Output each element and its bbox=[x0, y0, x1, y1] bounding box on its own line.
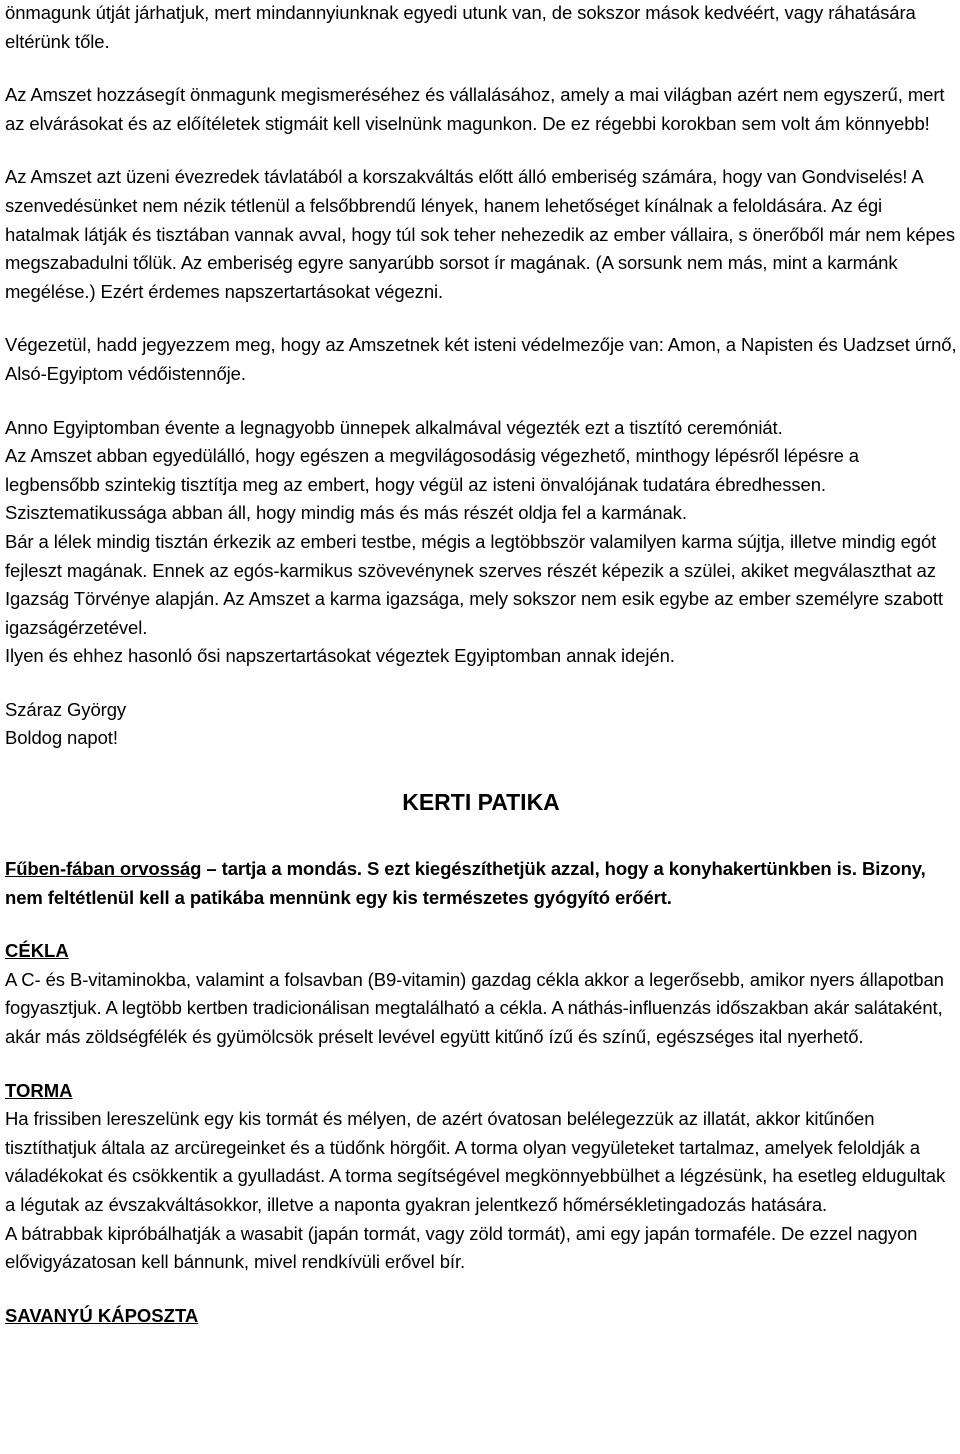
subheading-cekla: CÉKLA bbox=[5, 940, 69, 962]
spacer bbox=[5, 1277, 957, 1302]
spacer bbox=[5, 753, 957, 787]
signature-greeting: Boldog napot! bbox=[5, 727, 118, 749]
subheading-torma: TORMA bbox=[5, 1079, 73, 1101]
paragraph-kerti-intro bbox=[5, 855, 957, 912]
intro-rest: – tartja a mondás. S ezt kiegészíthetjük azzal, hogy a konyhakertünkben is. Bizony, nem feltétlenül kell a patikába mennünk egy kis természetes gyógyító erőért. bbox=[5, 858, 926, 908]
paragraph-wasabi: A bátrabbak kipróbálhatják a wasabit (japán tormát, vagy zöld tormát), ami egy japán tormaféle. De ezzel nagyon elővigyázatosan kell bánnunk, mivel rendkívüli erővel bír. bbox=[5, 1222, 918, 1273]
intro-underlined-phrase: Fűben-fában orvosság bbox=[5, 858, 202, 880]
spacer bbox=[5, 817, 957, 855]
paragraph-torma: Ha frissiben lereszelünk egy kis tormát és mélyen, de azért óvatosan belélegezzük az illatát, akkor kitűnően tisztíthatjuk általa az arcüregeinket és a tüdőnk hörgőit. A torma olyan vegyületeket tartalmaz, amelyek feloldják a váladékokat és csökkentik a gyulladást. A torma segítségével megkönnyebbülhet a légzésünk, ha esetleg eldugultak a légutak az évszakváltásokkor, illetve a naponta gyakran jelentkező hőmérsékletingadozás hatására. bbox=[5, 1108, 946, 1215]
document-page bbox=[5, 0, 957, 1330]
paragraph-intro-continuation: önmagunk útját járhatjuk, mert mindannyiunknak egyedi utunk van, de sokszor mások kedvéért, vagy ráhatására eltérünk tőle. bbox=[5, 2, 916, 52]
paragraph-ancient-rituals: Ilyen és ehhez hasonló ősi napszertartásokat végeztek Egyiptomban annak idején. bbox=[5, 645, 675, 667]
spacer bbox=[5, 389, 957, 414]
section-heading-kerti-patika: KERTI PATIKA bbox=[402, 789, 560, 816]
signature-name: Száraz György bbox=[5, 698, 127, 720]
spacer bbox=[5, 671, 957, 696]
paragraph-amszet-message: Az Amszet azt üzeni évezredek távlatából a korszakváltás előtt álló emberiség számára, hogy van Gondviselés! A szenvedésünket nem nézik tétlenül a felsőbbrendű lények, hanem lehetőséget kínálnak a feloldására. Az égi hatalmak látják és tisztában vannak avval, hogy túl sok teher nehezedik az ember vállaira, s önerőből már nem képes megszabadulni tőlük. Az emberiség egyre sanyarúbb sorsot ír magának. (A sorsunk nem más, mint a karmánk megélése.) Ezért érdemes napszertartásokat végezni. bbox=[5, 166, 955, 302]
spacer bbox=[5, 1052, 957, 1077]
paragraph-amszet-self-knowledge: Az Amszet hozzásegít önmagunk megismeréséhez és vállalásához, amely a mai világban azért nem egyszerű, mert az elvárásokat és az előítéletek stigmáit kell viselnünk magunkon. De ez régebbi korokban sem volt ám könnyebb! bbox=[5, 84, 945, 134]
paragraph-egypt-ceremony: Anno Egyiptomban évente a legnagyobb ünnepek alkalmával végezték ezt a tisztító ceremóniát. bbox=[5, 416, 783, 438]
spacer bbox=[5, 56, 957, 81]
subheading-savanyu-kaposzta: SAVANYÚ KÁPOSZTA bbox=[5, 1304, 199, 1326]
paragraph-protectors: Végezetül, hadd jegyezzem meg, hogy az Amszetnek két isteni védelmezője van: Amon, a Napisten és Uadzset úrnő, Alsó-Egyiptom védőistennője. bbox=[5, 334, 957, 384]
spacer bbox=[5, 306, 957, 331]
paragraph-cekla: A C- és B-vitaminokba, valamint a folsavban (B9-vitamin) gazdag cékla akkor a legerősebb, amikor nyers állapotban fogyasztjuk. A legtöbb kertben tradicionálisan megtalálható a cékla. A náthás-influenzás időszakban akár salátaként, akár más zöldségfélék és gyümölcsök préselt levével együtt kitűnő ízű és színű, egészséges ital nyerhető. bbox=[5, 968, 944, 1048]
paragraph-amszet-unique: Az Amszet abban egyedülálló, hogy egészen a megvilágosodásig végezhető, minthogy lépésről lépésre a legbensőbb szintekig tisztítja meg az embert, hogy végül az isteni önvalójának tudatára ébredhessen. Szisztematikussága abban áll, hogy mindig más és más részét oldja fel a karmának. bbox=[5, 445, 859, 524]
paragraph-soul-karma: Bár a lélek mindig tisztán érkezik az emberi testbe, mégis a legtöbbször valamilyen karma sújtja, illetve mindig egót fejleszt magának. Ennek az egós-karmikus szövevénynek szerves részét képezik a szülei, akiket megválaszthat az Igazság Törvénye alapján. Az Amszet a karma igazsága, mely sokszor nem esik egybe az ember személyre szabott igazságérzetével. bbox=[5, 530, 943, 638]
spacer bbox=[5, 912, 957, 937]
spacer bbox=[5, 138, 957, 163]
